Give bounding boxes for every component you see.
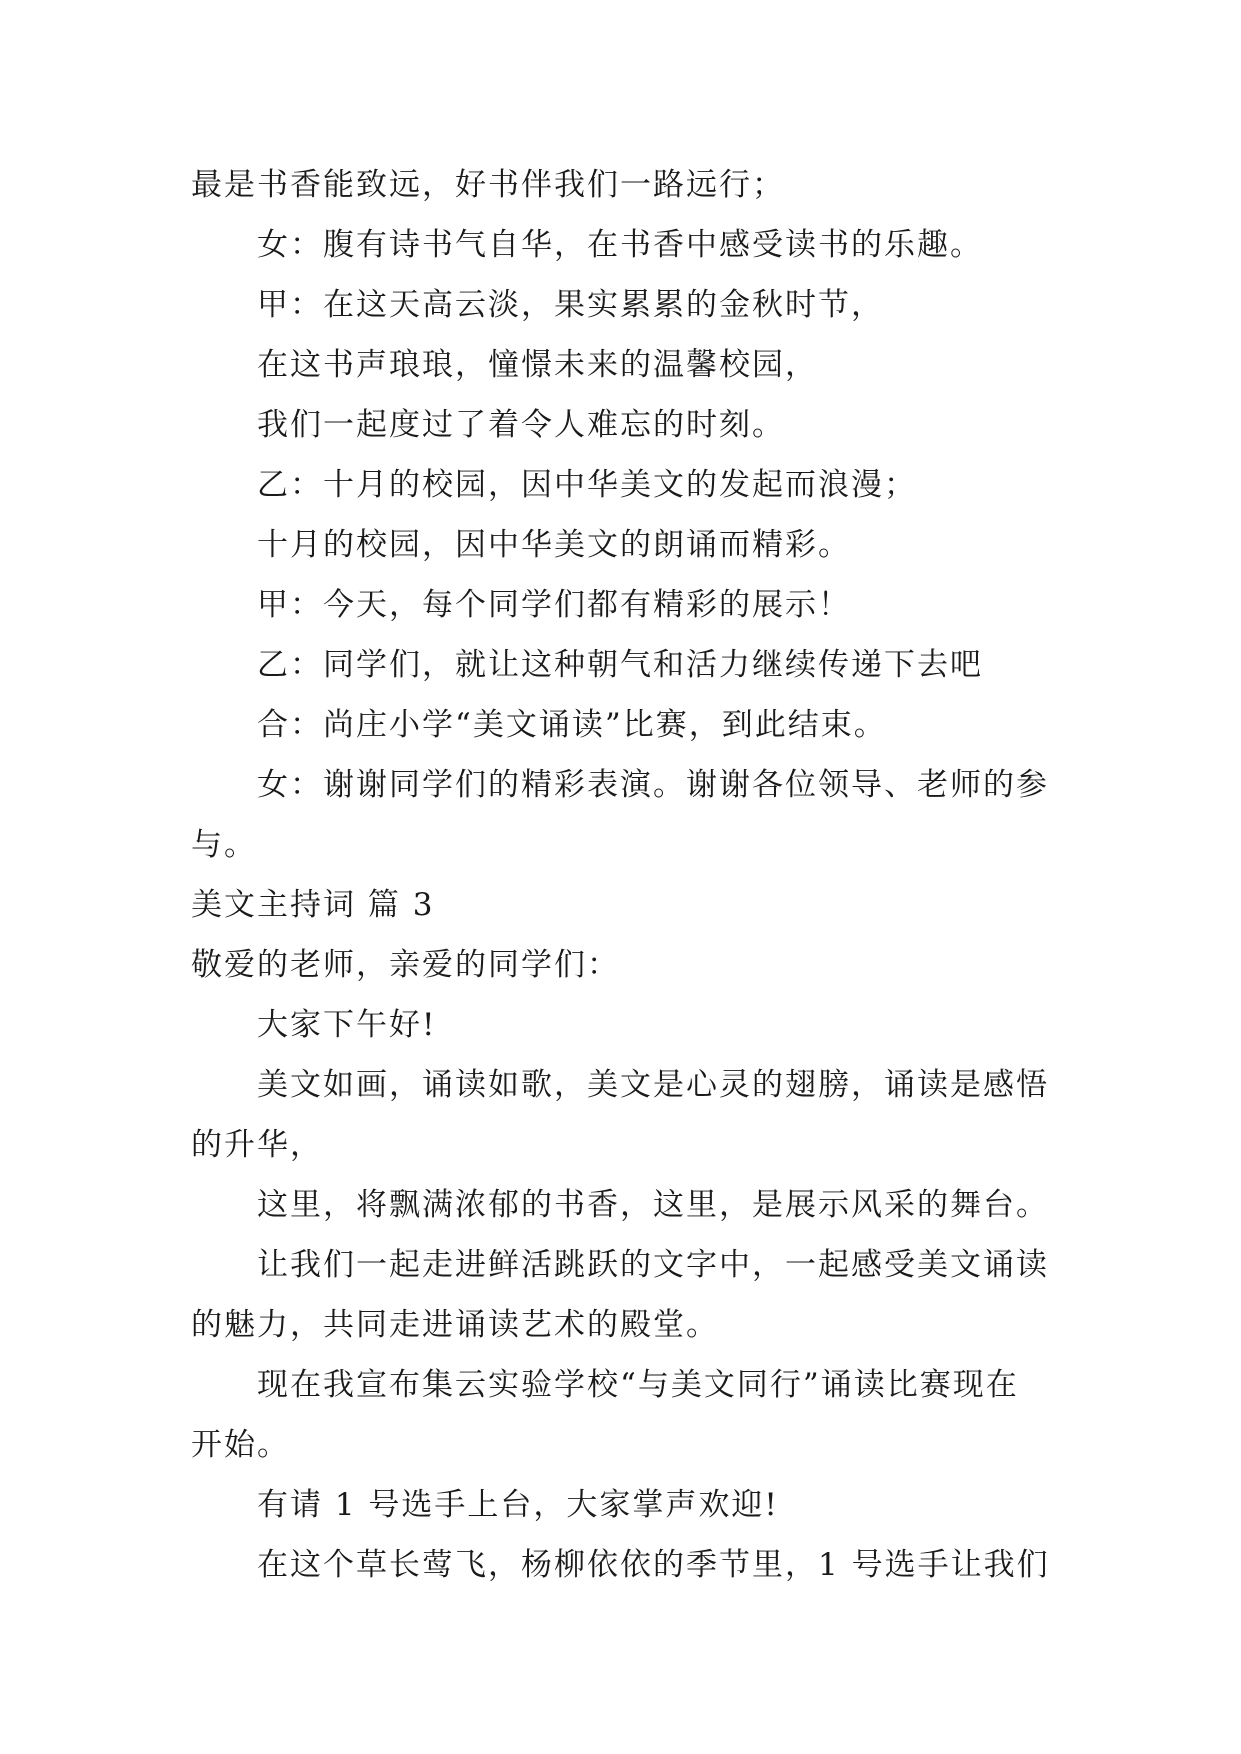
document-body [191, 155, 1071, 1595]
paragraph-line: 最是书香能致远，好书伴我们一路远行； [191, 167, 785, 203]
paragraph-line: 甲：今天，每个同学们都有精彩的展示！ [257, 587, 851, 623]
paragraph-line: 我们一起度过了着令人难忘的时刻。 [257, 407, 785, 443]
paragraph-line: 合：尚庄小学“美文诵读”比赛，到此结束。 [257, 707, 887, 743]
paragraph-line: 大家下午好! [257, 1007, 437, 1043]
paragraph-line: 在这书声琅琅，憧憬未来的温馨校园， [257, 347, 818, 383]
paragraph-line: 的升华， [191, 1127, 323, 1163]
paragraph-line: 甲：在这天高云淡，果实累累的金秋时节， [257, 287, 884, 323]
paragraph-line: 让我们一起走进鲜活跳跃的文字中，一起感受美文诵读 [257, 1247, 1049, 1283]
section-heading: 美文主持词 篇 3 [191, 887, 435, 923]
paragraph-line: 乙：同学们，就让这种朝气和活力继续传递下去吧 [257, 647, 983, 683]
paragraph-line: 在这个草长莺飞，杨柳依依的季节里，1 号选手让我们 [257, 1547, 1050, 1583]
paragraph-line: 开始。 [191, 1427, 290, 1463]
paragraph-line: 有请 1 号选手上台，大家掌声欢迎! [257, 1487, 779, 1523]
paragraph-line: 的魅力，共同走进诵读艺术的殿堂。 [191, 1307, 719, 1343]
paragraph-line: 乙：十月的校园，因中华美文的发起而浪漫； [257, 467, 917, 503]
paragraph-line: 与。 [191, 827, 257, 863]
paragraph-line: 女：腹有诗书气自华，在书香中感受读书的乐趣。 [257, 227, 983, 263]
paragraph-line: 女：谢谢同学们的精彩表演。谢谢各位领导、老师的参 [257, 767, 1049, 803]
paragraph-line: 现在我宣布集云实验学校“与美文同行”诵读比赛现在 [257, 1367, 1019, 1403]
paragraph-line: 这里，将飘满浓郁的书香，这里，是展示风采的舞台。 [257, 1187, 1049, 1223]
paragraph-line: 十月的校园，因中华美文的朗诵而精彩。 [257, 527, 851, 563]
paragraph-line: 美文如画，诵读如歌，美文是心灵的翅膀，诵读是感悟 [257, 1067, 1049, 1103]
salutation-line: 敬爱的老师，亲爱的同学们： [191, 947, 620, 983]
